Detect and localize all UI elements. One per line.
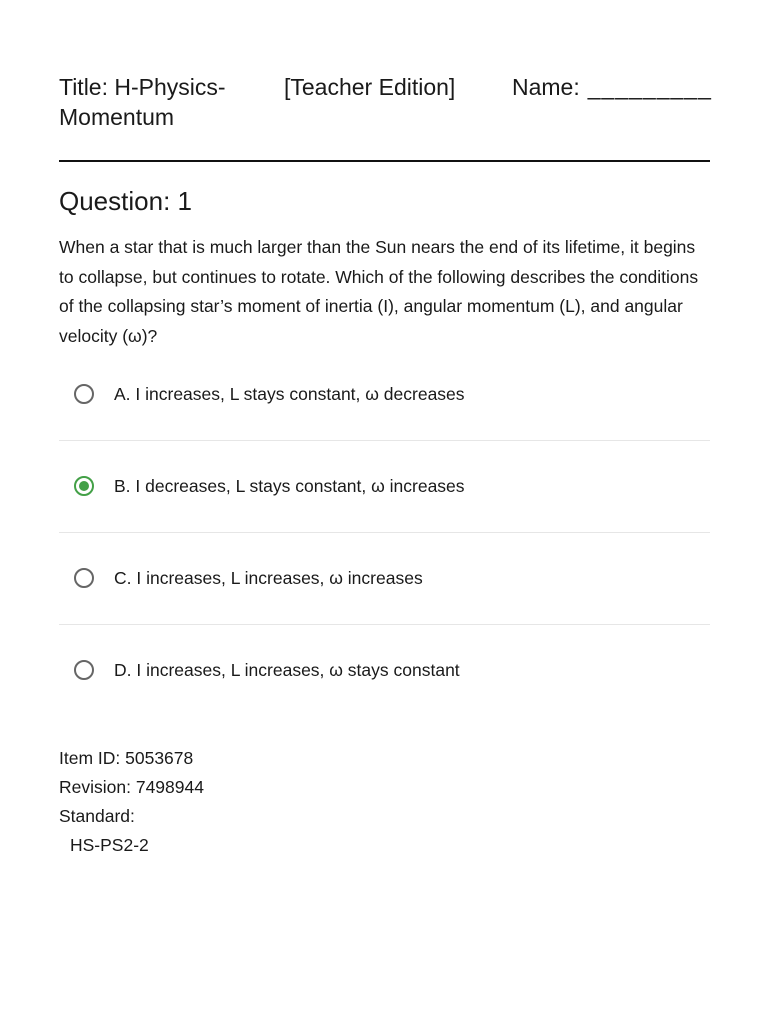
answer-option-d[interactable] <box>59 625 710 716</box>
edition-label: [Teacher Edition] <box>284 74 456 100</box>
name-label: Name: <box>512 74 580 100</box>
question-heading: Question: 1 <box>59 186 192 216</box>
worksheet-header <box>59 0 710 162</box>
answer-option-c[interactable] <box>59 533 710 625</box>
item-id: Item ID: 5053678 <box>59 748 194 768</box>
name-blank: _________ <box>587 74 712 100</box>
answer-option-label: A. I increases, L stays constant, ω decreases <box>114 384 465 404</box>
radio-button-b-selected[interactable] <box>74 476 94 496</box>
radio-button-c[interactable] <box>74 568 94 588</box>
answer-option-label: D. I increases, L increases, ω stays constant <box>114 660 460 680</box>
answer-options <box>59 349 710 716</box>
item-metadata <box>59 744 204 860</box>
radio-button-d[interactable] <box>74 660 94 680</box>
answer-option-label: C. I increases, L increases, ω increases <box>114 568 423 588</box>
answer-option-b[interactable] <box>59 441 710 533</box>
revision: Revision: 7498944 <box>59 777 204 797</box>
standard-code: HS-PS2-2 <box>70 835 149 855</box>
worksheet-page <box>59 0 712 855</box>
radio-button-a[interactable] <box>74 384 94 404</box>
standard-label: Standard: <box>59 806 135 826</box>
worksheet-title: Title: H-Physics-Momentum <box>59 74 226 130</box>
question-text: When a star that is much larger than the Sun nears the end of its lifetime, it begins to collapse, but continues to rotate. Which of the following describes the conditions of the collapsing star’s moment of inertia (I), angular momentum (L), and angular velocity (ω)? <box>59 237 699 346</box>
answer-option-label: B. I decreases, L stays constant, ω increases <box>114 476 465 496</box>
name-field <box>512 72 712 102</box>
answer-option-a[interactable] <box>59 349 710 441</box>
